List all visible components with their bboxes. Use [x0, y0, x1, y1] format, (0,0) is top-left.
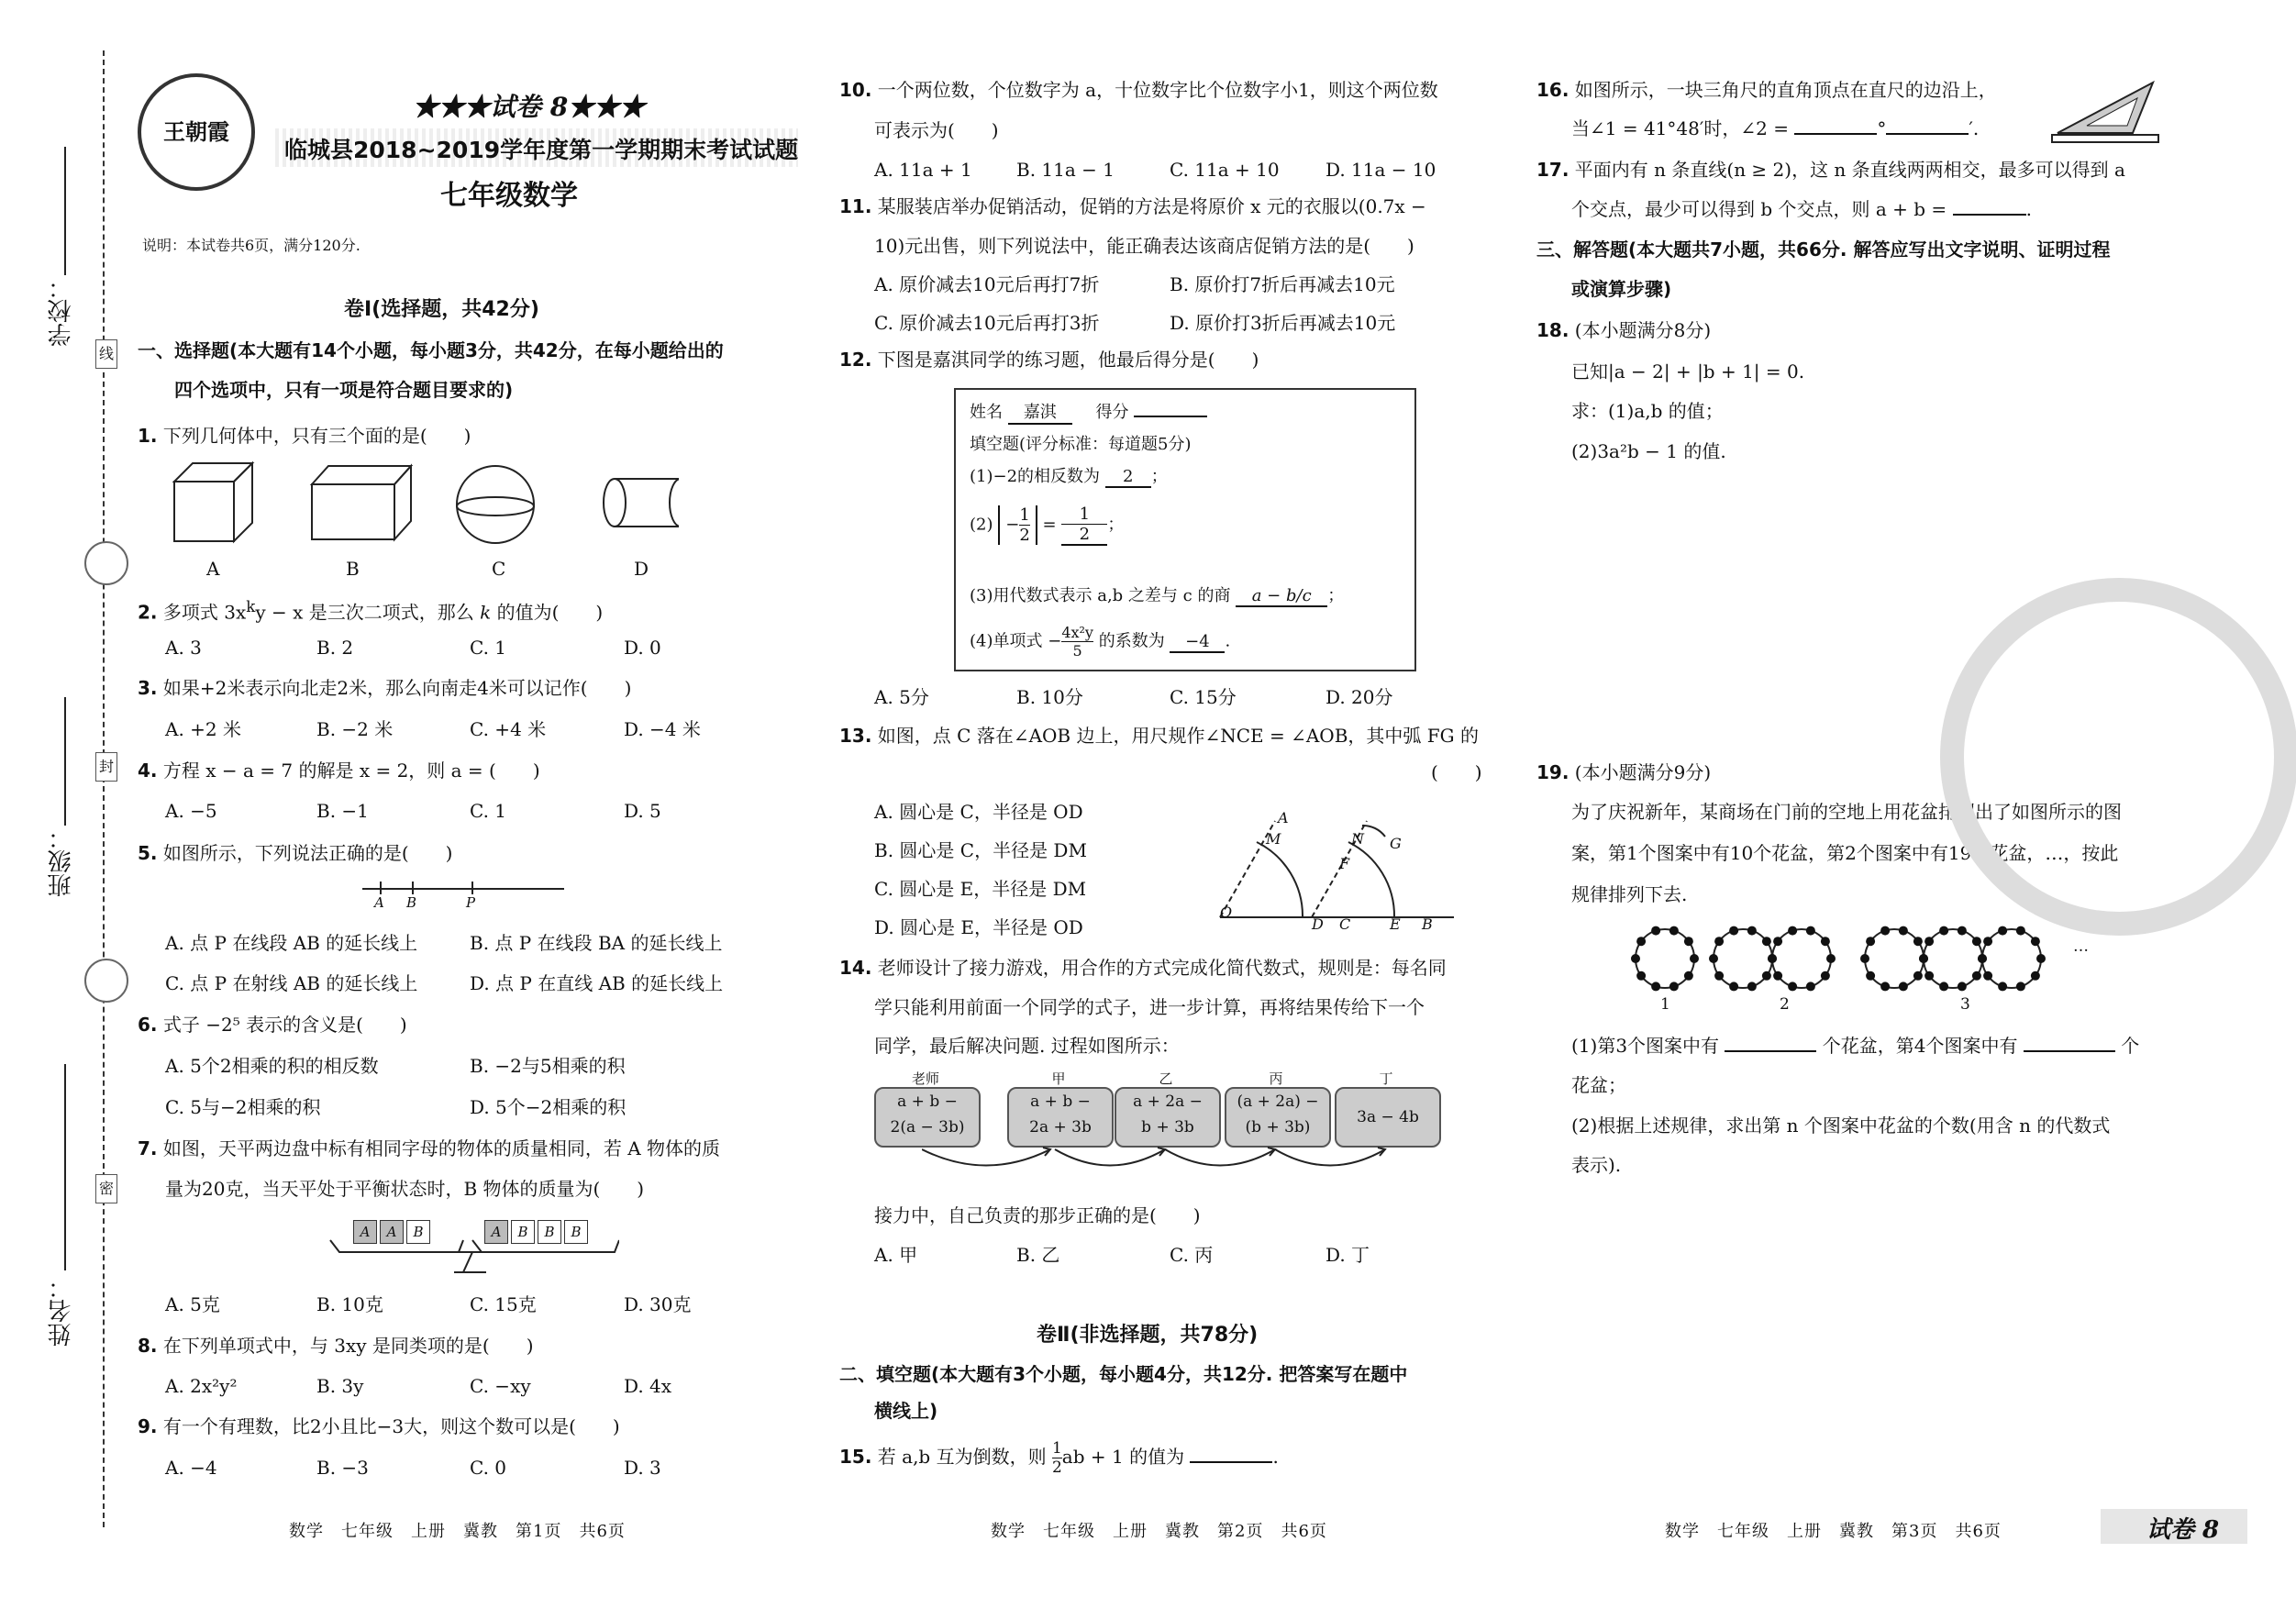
option-b: B. 10分: [1016, 686, 1083, 708]
question-14-line2: 学只能利用前面一个同学的式子，进一步计算，再将结果传给下一个: [874, 996, 1425, 1018]
flower-pot: [1773, 937, 1782, 946]
option-b: B. 点 P 在线段 BA 的延长线上: [470, 932, 723, 954]
arrow-icon: [922, 1149, 1050, 1166]
flower-pot: [1939, 926, 1948, 936]
question-18-given: 已知|a − 2| + |b + 1| = 0.: [1571, 360, 1805, 383]
option-c: C. 圆心是 E，半径是 DM: [874, 878, 1087, 900]
arrow-icon: [1275, 1149, 1385, 1166]
binding-margin: [0, 0, 128, 1597]
option-a: A. 3: [165, 637, 202, 659]
pot-ring: [1714, 929, 1772, 988]
question-19: 19. (本小题满分9分): [1536, 761, 1712, 783]
chain-label-teacher: 老师: [911, 1070, 939, 1087]
flower-pot: [1939, 981, 1948, 991]
option-c: C. 点 P 在射线 AB 的延长线上: [165, 972, 418, 994]
question-9: 9. 有一个有理数，比2小且比−3大，则这个数可以是( ): [138, 1415, 620, 1437]
student-answer-card: [954, 388, 1416, 671]
question-19-part2: (2)根据上述规律，求出第 n 个图案中花盆的个数(用含 n 的代数式: [1571, 1115, 2111, 1137]
left-pan-items: [353, 1220, 430, 1244]
flower-pot: [1747, 981, 1757, 991]
part2-title: 卷Ⅱ(非选择题，共78分): [1037, 1324, 1259, 1347]
question-19-line1: 为了庆祝新年，某商场在门前的空地上用花盆排列出了如图所示的图: [1571, 801, 2122, 823]
cube-top: [174, 463, 252, 482]
exam-note: 说明：本试卷共6页，满分120分.: [142, 237, 360, 254]
flower-pot: [1768, 954, 1777, 963]
answer-blank[interactable]: [1190, 1461, 1272, 1463]
flower-pot: [1919, 954, 1928, 963]
question-18-part1: 求：(1)a,b 的值；: [1571, 400, 1724, 422]
seal-mark-line: 线: [95, 339, 117, 369]
paper-label: ★★★试卷 8★★★: [413, 92, 646, 122]
question-4: 4. 方程 x − a = 7 的解是 x = 2，则 a = ( ): [138, 760, 540, 782]
option-d: D. −4 米: [624, 718, 701, 740]
answer-blank[interactable]: [2024, 1050, 2115, 1052]
weight-b: B: [406, 1220, 430, 1244]
question-17-line2: 个交点，最少可以得到 b 个交点，则 a + b = .: [1571, 198, 2032, 220]
flower-pot: [1924, 937, 1934, 946]
pattern-label-2: 2: [1780, 995, 1790, 1014]
option-a: A. 5个2相乘的积的相反数: [165, 1055, 379, 1077]
option-b: B. 3y: [316, 1375, 364, 1397]
question-14: 14. 老师设计了接力游戏，用合作的方式完成化简代数式，规则是：每名同: [839, 957, 1447, 979]
watermark-seal: [1940, 578, 2296, 936]
question-1: 1. 下列几何体中，只有三个面的是( ): [138, 425, 471, 447]
question-10: 10. 一个两位数，个位数字为 a，十位数字比个位数字小1，则这个两位数: [839, 79, 1438, 101]
question-12: 12. 下图是嘉淇同学的练习题，他最后得分是( ): [839, 349, 1259, 371]
question-11-line2: 10)元出售，则下列说法中，能正确表达该商店促销方法的是( ): [874, 235, 1414, 257]
question-14-line4: 接力中，自己负责的那步正确的是( ): [874, 1204, 1201, 1226]
question-19-part1-cont: 花盆；: [1571, 1074, 1626, 1096]
flower-pot: [1972, 937, 1981, 946]
flower-pot: [1788, 926, 1797, 936]
flower-pot: [1651, 981, 1660, 991]
point-m: M: [1266, 830, 1281, 848]
option-a: A. 甲: [874, 1244, 918, 1266]
question-13: 13. 如图，点 C 落在∠AOB 边上，用尺规作∠NCE = ∠AOB，其中弧 FG 的: [839, 725, 1479, 747]
class-line: [64, 697, 66, 826]
flower-pot: [1714, 971, 1724, 981]
option-a: A. 5克: [165, 1293, 220, 1315]
ellipsis: …: [2073, 937, 2089, 956]
seal-mark-seal: 封: [95, 752, 117, 782]
question-6: 6. 式子 −2⁵ 表示的含义是( ): [138, 1014, 407, 1036]
flower-pot: [2031, 937, 2040, 946]
pot-ring: [1636, 929, 1694, 988]
cylinder-right: [670, 479, 679, 527]
option-b: B. −2 米: [316, 718, 394, 740]
flower-pot: [1924, 971, 1934, 981]
flower-pot: [1729, 926, 1738, 936]
flower-pot: [1747, 926, 1757, 936]
flower-pot: [1880, 981, 1890, 991]
option-a: A. 2x²y²: [165, 1375, 238, 1397]
option-b: B. −2与5相乘的积: [470, 1055, 626, 1077]
flower-pot: [2031, 971, 2040, 981]
weight-a: A: [353, 1220, 377, 1244]
pattern-label-1: 1: [1660, 995, 1670, 1014]
option-b: B. 圆心是 C，半径是 DM: [874, 839, 1087, 861]
question-8: 8. 在下列单项式中，与 3xy 是同类项的是( ): [138, 1335, 534, 1357]
question-7: 7. 如图，天平两边盘中标有相同字母的物体的质量相同，若 A 物体的质: [138, 1137, 721, 1159]
flower-pot: [1860, 954, 1869, 963]
option-c: C. 丙: [1170, 1244, 1214, 1266]
flower-pot: [1866, 971, 1875, 981]
card-item-2: (2) − $\frac{1}{2}$ = $\frac{1}{2}$ ；: [970, 505, 1125, 545]
card-item-3: (3)用代数式表示 a,b 之差与 c 的商 a − b/c ；: [970, 586, 1345, 605]
question-7-line2: 量为20克，当天平处于平衡状态时，B 物体的质量为( ): [165, 1178, 645, 1200]
option-d: D. 5: [624, 800, 661, 822]
flower-pot: [1958, 926, 1967, 936]
option-a: A. −4: [165, 1457, 217, 1479]
option-d: D. 丁: [1325, 1244, 1370, 1266]
question-16-line2: 当∠1 = 41°48′时，∠2 = ° ′.: [1571, 117, 1980, 139]
cuboid-side: [394, 466, 411, 539]
option-d: D. 4x: [624, 1375, 672, 1397]
flower-pot: [1913, 937, 1923, 946]
option-c: C. 11a + 10: [1170, 159, 1280, 181]
option-b: B. −1: [316, 800, 369, 822]
section2-instructions-2: 横线上): [874, 1400, 938, 1422]
flower-pot: [1762, 937, 1771, 946]
option-d: D. 点 P 在直线 AB 的延长线上: [470, 972, 724, 994]
q1-label-a: A: [206, 558, 220, 580]
question-17: 17. 平面内有 n 条直线(n ≥ 2)，这 n 条直线两两相交，最多可以得到 a: [1536, 159, 2125, 181]
option-d: D. 原价打3折后再减去10元: [1170, 312, 1396, 334]
option-b: B. 11a − 1: [1016, 159, 1115, 181]
question-15: 15. 若 a,b 互为倒数，则 $\frac{1}{2}$ ab + 1 的值为 .: [839, 1439, 1279, 1477]
question-13-paren: ( ): [1431, 761, 1482, 783]
option-d: D. 3: [624, 1457, 661, 1479]
question-10-line2: 可表示为( ): [874, 119, 999, 141]
flower-pot: [1762, 971, 1771, 981]
arrow-icon: [1055, 1149, 1165, 1166]
chain-box-ding: 3a − 4b: [1335, 1087, 1441, 1148]
point-g: G: [1390, 835, 1402, 852]
option-c: C. +4 米: [470, 718, 547, 740]
part1-title: 卷Ⅰ(选择题，共42分): [344, 298, 539, 321]
weight-b: B: [538, 1220, 561, 1244]
answer-blank[interactable]: [1953, 214, 2026, 216]
name-line: [64, 1064, 66, 1270]
flower-pot: [2016, 981, 2025, 991]
question-11: 11. 某服装店举办促销活动，促销的方法是将原价 x 元的衣服以(0.7x −: [839, 195, 1426, 217]
sphere-equator: [457, 497, 534, 516]
point-a-label: A: [374, 894, 384, 911]
flower-pot: [1899, 981, 1908, 991]
point-b: B: [1422, 915, 1433, 933]
option-b: B. 2: [316, 637, 354, 659]
flower-pot: [1998, 926, 2007, 936]
cylinder-left: [604, 479, 626, 527]
chain-box-teacher: a + b − 2(a − 3b): [874, 1087, 981, 1148]
seal-icon: [84, 541, 128, 585]
option-c: C. −xy: [470, 1375, 531, 1397]
card-item-4: (4)单项式 − $\frac{\text{4x²y}}{5}$ 的系数为 −4 .: [970, 624, 1231, 660]
name-label: 姓名：: [48, 1275, 75, 1347]
option-a: A. −5: [165, 800, 217, 822]
option-a: A. +2 米: [165, 718, 241, 740]
flower-pot: [1806, 981, 1815, 991]
chain-box-yi: a + 2a − b + 3b: [1115, 1087, 1221, 1148]
flower-pot: [1636, 971, 1646, 981]
flower-pot: [1806, 926, 1815, 936]
point-e: E: [1390, 915, 1401, 933]
flower-pot: [1651, 926, 1660, 936]
q1-label-c: C: [492, 558, 506, 580]
section3-instructions: 三、解答题(本大题共7小题，共66分. 解答应写出文字说明、证明过程: [1536, 238, 2111, 261]
triangle-ruler-figure: [2050, 78, 2160, 147]
flower-pot: [1684, 971, 1693, 981]
q1-figure: [165, 459, 679, 560]
class-label: 班级：: [48, 826, 75, 897]
card-item-1: (1)−2的相反数为 2 ；: [970, 467, 1168, 486]
flower-pot: [1631, 954, 1640, 963]
subject-title: 七年级数学: [440, 180, 578, 212]
chain-label-yi: 乙: [1159, 1070, 1173, 1087]
school-label: 学校：: [48, 275, 75, 347]
title-banner: [275, 128, 798, 167]
flower-pot: [1714, 937, 1724, 946]
option-d: D. 11a − 10: [1325, 159, 1436, 181]
option-c: C. 15克: [470, 1293, 537, 1315]
option-a: A. 5分: [874, 686, 929, 708]
flower-pot: [1826, 954, 1836, 963]
question-text: 下列几何体中，只有三个面的是( ): [162, 425, 471, 447]
question-5: 5. 如图所示，下列说法正确的是( ): [138, 842, 453, 864]
point-b-label: B: [406, 894, 417, 911]
school-line: [64, 147, 66, 275]
flower-pot: [1972, 971, 1981, 981]
chain-label-jia: 甲: [1051, 1070, 1066, 1087]
flower-pot: [1913, 971, 1923, 981]
option-b: B. −3: [316, 1457, 369, 1479]
point-c: C: [1339, 915, 1351, 933]
flower-pot: [1899, 926, 1908, 936]
option-d: D. 30克: [624, 1293, 692, 1315]
card-heading: 填空题(评分标准：每道题5分): [970, 435, 1192, 454]
footer-page-2: 数学 七年级 上册 冀教 第2页 共6页: [991, 1522, 1327, 1541]
option-c: C. 1: [470, 800, 507, 822]
pot-ring: [1924, 929, 1982, 988]
flower-pot: [1983, 937, 1992, 946]
option-c: C. 15分: [1170, 686, 1237, 708]
option-c: C. 5与−2相乘的积: [165, 1096, 321, 1118]
question-2: 2. 多项式 $3x^ky - x$ 是三次二项式，那么 k 的值为( ): [138, 598, 604, 624]
paper-tag: 试卷 8: [2101, 1509, 2247, 1544]
right-pan-items: [484, 1220, 588, 1244]
point-o: O: [1220, 904, 1233, 921]
flower-pot: [1788, 981, 1797, 991]
point-p-label: P: [466, 894, 476, 911]
sphere: [457, 466, 534, 543]
question-19-line3: 规律排列下去.: [1571, 883, 1688, 905]
q5-line-figure: [358, 876, 569, 917]
q1-label-d: D: [634, 558, 649, 580]
chain-arrows: [922, 1145, 1436, 1186]
question-18-part2: (2)3a²b − 1 的值.: [1571, 440, 1726, 462]
card-name-row: 姓名 嘉淇 得分: [970, 399, 1207, 425]
answer-blank[interactable]: [1794, 133, 1877, 135]
weight-b: B: [511, 1220, 535, 1244]
section1-instructions: 一、选择题(本大题有14个小题，每小题3分，共42分，在每小题给出的: [138, 339, 724, 361]
flower-pot: [1636, 937, 1646, 946]
flower-pot: [2016, 926, 2025, 936]
flower-pot: [2036, 954, 2046, 963]
flower-pattern-figure: [1624, 917, 2137, 1000]
point-a: A: [1278, 809, 1289, 826]
option-c: C. 原价减去10元后再打3折: [874, 312, 1100, 334]
section3-instructions-2: 或演算步骤): [1571, 278, 1672, 300]
option-d: D. 圆心是 E，半径是 OD: [874, 916, 1083, 938]
seal-icon: [84, 959, 128, 1003]
option-b: B. 原价打7折后再减去10元: [1170, 273, 1395, 295]
footer-page-3: 数学 七年级 上册 冀教 第3页 共6页: [1665, 1522, 2002, 1541]
option-b: B. 乙: [1016, 1244, 1060, 1266]
question-3: 3. 如果+2米表示向北走2米，那么向南走4米可以记作( ): [138, 677, 632, 699]
weight-a: A: [380, 1220, 404, 1244]
cut-line: [103, 50, 105, 1527]
chain-label-bing: 丙: [1269, 1070, 1283, 1087]
flower-pot: [1983, 971, 1992, 981]
weight-b: B: [564, 1220, 588, 1244]
exam-title: 临城县2018~2019学年度第一学期期末考试试题: [284, 137, 799, 163]
flower-pot: [1958, 981, 1967, 991]
flower-pot: [1669, 926, 1679, 936]
question-14-line3: 同学，最后解决问题. 过程如图所示：: [874, 1035, 1180, 1057]
q1-label-b: B: [346, 558, 360, 580]
flower-pot: [1684, 937, 1693, 946]
brand-name: 王朝霞: [163, 118, 229, 145]
pattern-label-3: 3: [1960, 995, 1970, 1014]
flower-pot: [1978, 954, 1987, 963]
flower-pot: [1866, 937, 1875, 946]
option-a: A. 原价减去10元后再打7折: [874, 273, 1100, 295]
question-19-part1: (1)第3个图案中有 个花盆，第4个图案中有 个: [1571, 1035, 2140, 1057]
option-b: B. 10克: [316, 1293, 383, 1315]
section1-instructions-2: 四个选项中，只有一项是符合题目要求的): [174, 379, 514, 401]
footer-page-1: 数学 七年级 上册 冀教 第1页 共6页: [289, 1522, 626, 1541]
cuboid-front: [312, 484, 394, 539]
flower-pot: [1998, 981, 2007, 991]
section2-instructions: 二、填空题(本大题有3个小题，每小题4分，共12分. 把答案写在题中: [839, 1363, 1408, 1385]
answer-blank[interactable]: [1725, 1050, 1816, 1052]
option-d: D. 0: [624, 637, 661, 659]
flower-pot: [1690, 954, 1699, 963]
option-d: D. 20分: [1325, 686, 1393, 708]
flower-pot: [1880, 926, 1890, 936]
flower-pot: [1729, 981, 1738, 991]
option-a: A. 圆心是 C，半径是 OD: [874, 801, 1083, 823]
option-d: D. 5个−2相乘的积: [470, 1096, 627, 1118]
option-a: A. 11a + 1: [874, 159, 972, 181]
answer-blank[interactable]: [1886, 133, 1969, 135]
flower-pot: [1821, 937, 1830, 946]
flower-pot: [1709, 954, 1718, 963]
pot-ring: [1982, 929, 2041, 988]
cube-side: [234, 463, 252, 541]
arrow-icon: [1165, 1149, 1275, 1166]
weight-a: A: [484, 1220, 508, 1244]
chain-box-jia: a + b − 2a + 3b: [1007, 1087, 1114, 1148]
chain-label-ding: 丁: [1379, 1070, 1393, 1087]
point-f: F: [1339, 855, 1350, 872]
option-c: C. 0: [470, 1457, 507, 1479]
flower-pot: [1821, 971, 1830, 981]
flower-pot: [1773, 971, 1782, 981]
question-18: 18. (本小题满分8分): [1536, 319, 1712, 341]
pot-ring: [1772, 929, 1831, 988]
question-19-part2-cont: 表示).: [1571, 1154, 1622, 1176]
chain-box-bing: (a + 2a) − (b + 3b): [1225, 1087, 1331, 1148]
question-16: 16. 如图所示，一块三角尺的直角顶点在直尺的边沿上，: [1536, 79, 1997, 101]
point-d: D: [1312, 915, 1324, 933]
option-c: C. 1: [470, 637, 507, 659]
option-a: A. 点 P 在线段 AB 的延长线上: [165, 932, 418, 954]
question-19-line2: 案，第1个图案中有10个花盆，第2个图案中有19个花盆，…，按此: [1571, 842, 2119, 864]
seal-mark-secret: 密: [95, 1174, 117, 1203]
brand-logo: [138, 73, 255, 191]
pot-ring: [1865, 929, 1924, 988]
cube-front: [174, 482, 234, 541]
point-n: N: [1351, 830, 1364, 848]
flower-pot: [1669, 981, 1679, 991]
